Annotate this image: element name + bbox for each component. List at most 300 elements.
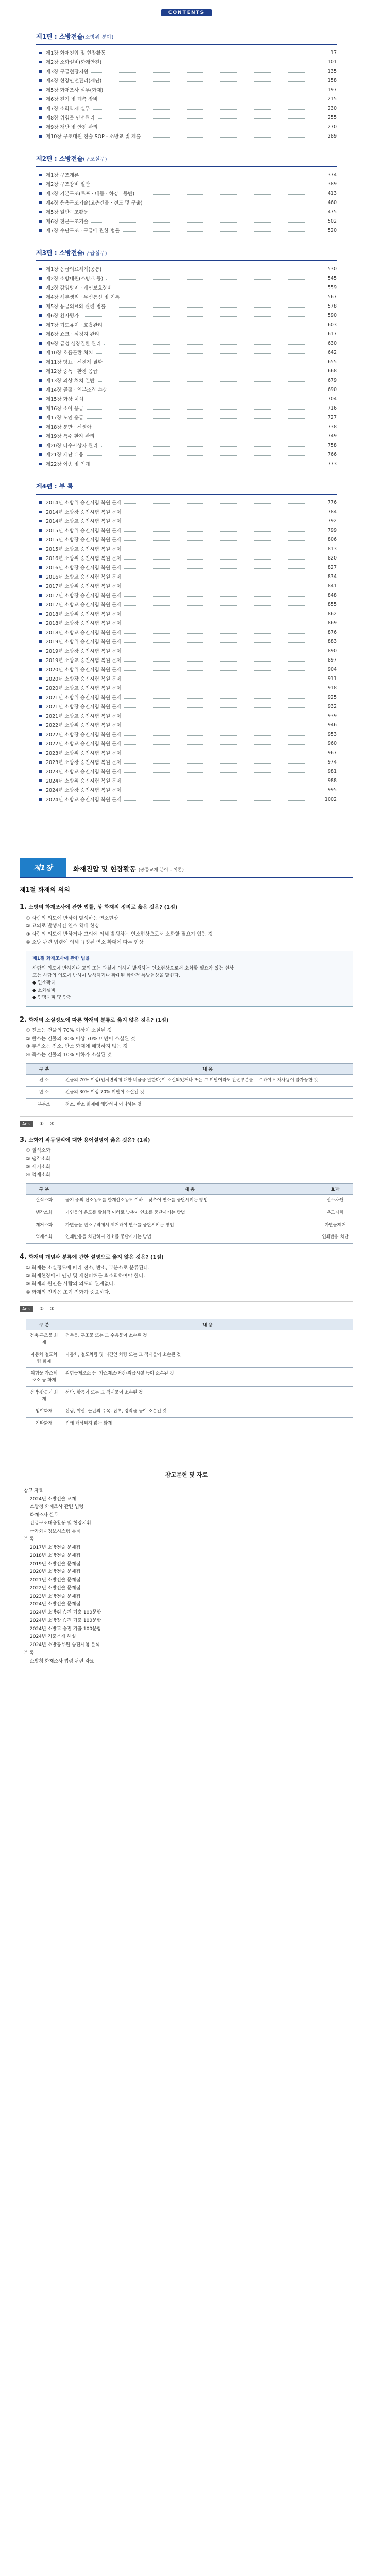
toc-entry-title: 2024년 소방위 승진시험 복원 문제	[46, 778, 122, 784]
toc-entry-page: 475	[327, 209, 337, 215]
toc-entry-title: 2018년 소방장 승진시험 복원 문제	[46, 621, 122, 626]
toc-entry-page: 502	[327, 218, 337, 224]
toc-entry-page: 578	[327, 303, 337, 309]
bullet-icon	[39, 174, 42, 176]
bullet-icon	[39, 677, 42, 680]
dot-leader	[87, 409, 317, 410]
toc-entry[interactable]	[36, 403, 337, 413]
table-row	[26, 1368, 353, 1387]
toc-entry-title: 2015년 소방교 승진시험 복원 문제	[46, 547, 122, 552]
bullet-icon	[39, 789, 42, 791]
reference-item: 국가화재정보시스템 통계	[30, 1529, 81, 1534]
bullet-icon	[39, 687, 42, 689]
toc-entry-page: 135	[327, 68, 337, 74]
bullet-icon	[39, 370, 42, 372]
toc-entry[interactable]	[36, 292, 337, 301]
explanation-line: ◆ 연소확대	[32, 980, 56, 986]
chapter-header	[20, 858, 353, 878]
table-cell: 자동차·철도차량 화재	[26, 1349, 62, 1368]
option: ④ 소방 관련 법령에 의해 규정된 연소 확대에 따른 현상	[26, 939, 144, 945]
toc-entry[interactable]	[36, 553, 337, 563]
bullet-icon	[39, 52, 42, 54]
reference-item: 부 록	[24, 1650, 35, 1656]
dot-leader	[124, 540, 317, 541]
toc-entry-page: 642	[327, 349, 337, 355]
toc-entry[interactable]	[36, 767, 337, 776]
bullet-icon	[39, 107, 42, 110]
toc-entry[interactable]	[36, 338, 337, 348]
bullet-icon	[39, 668, 42, 671]
toc-entry[interactable]	[36, 507, 337, 516]
bullet-icon	[39, 520, 42, 522]
bullet-icon	[39, 463, 42, 465]
bullet-icon	[39, 229, 42, 232]
bullet-icon	[39, 388, 42, 391]
toc-entry-page: 841	[327, 583, 337, 589]
bullet-icon	[39, 770, 42, 773]
dot-leader	[91, 72, 317, 73]
toc-entry[interactable]	[36, 637, 337, 646]
toc-entry-page: 918	[327, 685, 337, 691]
dot-leader	[124, 642, 317, 643]
reference-table-1	[26, 1063, 353, 1111]
table-row	[26, 1330, 353, 1349]
toc-entry-page: 197	[327, 87, 337, 93]
toc-part-title-text: 제3편 : 소방전술	[36, 249, 83, 257]
table-cell: 산소차단	[317, 1195, 353, 1207]
dot-leader	[144, 137, 317, 138]
table-cell: 억제소화	[26, 1231, 62, 1244]
toc-entry[interactable]	[36, 311, 337, 320]
toc-entry-title: 제12장 중독 · 환경 응급	[46, 369, 98, 375]
toc-entry-title: 2014년 소방장 승진시험 복원 문제	[46, 510, 122, 515]
toc-entry[interactable]	[36, 320, 337, 329]
table-cell: 전소, 반소 화재에 해당하지 아니하는 것	[62, 1099, 353, 1111]
toc-entry-page: 590	[327, 312, 337, 318]
reference-table-2	[26, 1183, 353, 1244]
toc-entry[interactable]	[36, 113, 337, 122]
toc-entry-title: 제13장 외상 처치 일반	[46, 378, 95, 384]
toc-entry-title: 제5장 일반구조활동	[46, 210, 89, 215]
toc-entry-title: 제7장 수난구조 · 구급에 관한 법률	[46, 228, 120, 234]
chapter-subtitle: (공통교재 분야 - 이론)	[138, 868, 184, 873]
reference-section	[0, 1455, 373, 1687]
toc-entry[interactable]	[36, 535, 337, 544]
toc-entry-title: 2015년 소방위 승진시험 복원 문제	[46, 528, 122, 534]
table-row	[26, 1231, 353, 1244]
bullet-icon	[39, 324, 42, 326]
reference-item: 2021년 소방전술 문제집	[30, 1578, 81, 1583]
toc-entry-page: 617	[327, 331, 337, 337]
bullet-icon	[39, 135, 42, 138]
dot-leader	[93, 109, 318, 110]
toc-entry[interactable]	[36, 385, 337, 394]
chapter-title	[66, 858, 191, 877]
toc-entry[interactable]	[36, 526, 337, 535]
toc-entry[interactable]	[36, 748, 337, 757]
bullet-icon	[39, 613, 42, 615]
toc-entry-title: 2016년 소방위 승진시험 복원 문제	[46, 556, 122, 562]
toc-entry[interactable]	[36, 394, 337, 403]
toc-entry-page: 862	[327, 611, 337, 617]
answer-3: ②	[39, 1306, 44, 1312]
chapter-title-text: 화재진압 및 현장활동	[73, 866, 137, 873]
table-cell: 부분소	[26, 1099, 62, 1111]
table-cell: 위에 해당되지 않는 화재	[62, 1418, 353, 1430]
toc-entry-page: 413	[327, 190, 337, 196]
toc-entry-page: 784	[327, 509, 337, 515]
dot-leader	[124, 772, 317, 773]
option: ② 냉각소화	[26, 1156, 51, 1162]
toc-entry-title: 2023년 소방교 승진시험 복원 문제	[46, 769, 122, 775]
bullet-icon	[39, 98, 42, 100]
bullet-icon	[39, 361, 42, 363]
table-header: 내 용	[62, 1184, 317, 1195]
reference-item: 2020년 소방전술 문제집	[30, 1569, 81, 1575]
table-cell: 가연물의 온도를 발화점 이하로 낮추어 연소를 중단시키는 방법	[62, 1207, 317, 1219]
question-2	[20, 1015, 353, 1025]
bullet-icon	[39, 435, 42, 437]
reference-item: 2019년 소방전술 문제집	[30, 1561, 81, 1567]
bullet-icon	[39, 752, 42, 754]
question-number: 2.	[20, 1015, 27, 1024]
toc-entry-page: 289	[327, 133, 337, 139]
dot-leader	[101, 446, 317, 447]
question-1	[20, 902, 353, 912]
bullet-icon	[39, 501, 42, 504]
toc-entry[interactable]	[36, 76, 337, 85]
toc-entry-title: 제1장 응급의료체계(공통)	[46, 267, 102, 273]
option: ③ 사람의 의도에 반하거나 고의에 의해 발생하는 연소현상으로서 소화할 필요가 있는 것	[26, 931, 213, 937]
toc-entry[interactable]	[36, 122, 337, 131]
table-cell: 건축·구조물 화재	[26, 1330, 62, 1349]
bullet-icon	[39, 305, 42, 308]
toc-entry[interactable]	[36, 711, 337, 720]
toc-entry[interactable]	[36, 422, 337, 431]
toc-entry[interactable]	[36, 440, 337, 450]
toc-entry-page: 953	[327, 731, 337, 737]
toc-entry[interactable]	[36, 618, 337, 628]
table-row	[26, 1386, 353, 1405]
toc-entry-title: 제10장 구조대원 전술 SOP - 소방교 및 제출	[46, 134, 141, 140]
toc-entry[interactable]	[36, 170, 337, 179]
toc-entry-page: 827	[327, 564, 337, 570]
toc-entry[interactable]	[36, 189, 337, 198]
question-text: 소방의 화재조사에 관한 법률, 상 화재의 정의로 옳은 것은? (1점)	[28, 905, 178, 910]
toc-entry[interactable]	[36, 48, 337, 57]
toc-entry-page: 655	[327, 359, 337, 365]
bullet-icon	[39, 705, 42, 708]
toc-entry[interactable]	[36, 179, 337, 189]
dot-leader	[123, 231, 317, 232]
toc-part-title	[36, 32, 337, 45]
toc-entry[interactable]	[36, 450, 337, 459]
explanation-line: 또는 사람의 의도에 반하여 발생하거나 확대된 화학적 폭발현상을 말한다.	[32, 973, 180, 978]
table-cell: 건물의 70% 이상(입체면적에 대한 비율을 말한다)이 소실되었거나 또는 그 미만이라도 잔존부분을 보수하여도 재사용이 불가능한 것	[62, 1074, 353, 1087]
explanation-line: 사람의 의도에 반하거나 고의 또는 과실에 의하여 발생하는 연소현상으로서 소화할 필요가 있는 현상	[32, 965, 234, 971]
contents-section	[0, 9, 373, 838]
bullet-icon	[39, 724, 42, 726]
toc-entry[interactable]	[36, 366, 337, 376]
bullet-icon	[39, 286, 42, 289]
toc-entry[interactable]	[36, 692, 337, 702]
dot-leader	[98, 381, 317, 382]
table-cell: 공기 중의 산소농도를 한계산소농도 이하로 낮추어 연소를 중단시키는 방법	[62, 1195, 317, 1207]
toc-entry-title: 제8장 위험물 안전관리	[46, 115, 95, 121]
toc-entry[interactable]	[36, 57, 337, 66]
toc-part-title-text: 제4편 : 부 록	[36, 483, 74, 490]
toc-entry-page: 389	[327, 181, 337, 187]
toc-entry-page: 603	[327, 321, 337, 328]
toc-entry-title: 제16장 소아 응급	[46, 406, 84, 412]
toc-entry-page: 897	[327, 657, 337, 663]
toc-entry-title: 제14장 골절 · 연부조직 손상	[46, 387, 107, 393]
toc-entry[interactable]	[36, 544, 337, 553]
option: ① 질식소화	[26, 1148, 51, 1154]
toc-entry[interactable]	[36, 572, 337, 581]
toc-entry[interactable]	[36, 609, 337, 618]
toc-entry-title: 2024년 소방장 승진시험 복원 문제	[46, 788, 122, 793]
toc-entry[interactable]	[36, 628, 337, 637]
toc-entry-title: 제2장 소화설비(화재안전)	[46, 60, 102, 65]
toc-entry[interactable]	[36, 131, 337, 141]
toc-entry-page: 876	[327, 629, 337, 635]
toc-entry[interactable]	[36, 329, 337, 338]
toc-entry-title: 2022년 소방교 승진시험 복원 문제	[46, 741, 122, 747]
table-row	[26, 1219, 353, 1231]
toc-entry-page: 848	[327, 592, 337, 598]
toc-entry-title: 2019년 소방장 승진시험 복원 문제	[46, 649, 122, 654]
bullet-icon	[39, 61, 42, 63]
toc-entry[interactable]	[36, 459, 337, 468]
toc-entry-page: 255	[327, 114, 337, 121]
toc-entry[interactable]	[36, 94, 337, 104]
toc-entry-title: 2014년 소방교 승진시험 복원 문제	[46, 519, 122, 524]
option: ② 반소는 건물의 30% 이상 70% 미만이 소실된 것	[26, 1036, 135, 1042]
bullet-icon	[39, 603, 42, 606]
toc-entry-title: 제21장 재난 대응	[46, 452, 84, 458]
toc-entry-page: 567	[327, 294, 337, 300]
dot-leader	[124, 531, 317, 532]
toc-part	[36, 154, 337, 235]
toc-entry[interactable]	[36, 198, 337, 207]
bullet-icon	[39, 585, 42, 587]
table-header: 내 용	[62, 1063, 353, 1074]
bullet-icon	[39, 277, 42, 280]
toc-entry[interactable]	[36, 357, 337, 366]
option: ③ 화재의 원인은 사람의 의도와 관계없다.	[26, 1281, 115, 1287]
reference-item: 2024년 기출문제 해설	[30, 1634, 76, 1640]
option: ① 사람의 의도에 반하여 발생하는 연소현상	[26, 915, 118, 921]
toc-entry[interactable]	[36, 794, 337, 804]
reference-item: 2018년 소방전술 문제집	[30, 1553, 81, 1558]
question-4	[20, 1252, 353, 1262]
question-text: 소화기 작동원리에 대한 용어설명이 옳은 것은? (1점)	[28, 1137, 150, 1143]
toc-entry[interactable]	[36, 590, 337, 600]
toc-entry-title: 2015년 소방장 승진시험 복원 문제	[46, 537, 122, 543]
bullet-icon	[39, 650, 42, 652]
bullet-icon	[39, 779, 42, 782]
toc-entry[interactable]	[36, 498, 337, 507]
question-text: 화재의 개념과 분류에 관한 설명으로 옳지 않은 것은? (1점)	[28, 1255, 164, 1261]
toc-entry[interactable]	[36, 348, 337, 357]
toc-entry[interactable]	[36, 216, 337, 226]
reference-item: 화재조사 실무	[30, 1513, 59, 1518]
toc-entry[interactable]	[36, 207, 337, 216]
toc-entry[interactable]	[36, 431, 337, 440]
toc-entry-page: 883	[327, 638, 337, 645]
chapter-badge: 제1장	[20, 858, 66, 877]
table-row	[26, 1099, 353, 1111]
toc-entry[interactable]	[36, 264, 337, 274]
table-row	[26, 1207, 353, 1219]
toc-entry-title: 2020년 소방교 승진시험 복원 문제	[46, 686, 122, 691]
toc-entry-page: 668	[327, 368, 337, 374]
option: ③ 부분소는 전소, 반소 화재에 해당하지 않는 것	[26, 1044, 128, 1050]
toc-entry-page: 799	[327, 527, 337, 533]
reference-item: 2017년 소방전술 문제집	[30, 1545, 81, 1551]
toc-entry[interactable]	[36, 785, 337, 794]
bullet-icon	[39, 314, 42, 317]
toc-entry[interactable]	[36, 376, 337, 385]
toc-entry[interactable]	[36, 702, 337, 711]
toc-entry[interactable]	[36, 283, 337, 292]
bullet-icon	[39, 79, 42, 82]
toc-entry[interactable]	[36, 720, 337, 730]
toc-entry-title: 제18장 분만 · 신생아	[46, 425, 92, 430]
table-cell: 위험물제조소 등, 가스제조·저장·취급시설 등이 소손된 것	[62, 1368, 353, 1387]
toc-entry[interactable]	[36, 600, 337, 609]
dot-leader	[124, 698, 317, 699]
toc-entry-title: 2016년 소방교 승진시험 복원 문제	[46, 574, 122, 580]
toc-entry-page: 792	[327, 518, 337, 524]
reference-title: 참고문헌 및 자료	[21, 1470, 352, 1482]
toc-entry-title: 제10장 호흡곤란 처치	[46, 350, 93, 356]
toc-entry[interactable]	[36, 301, 337, 311]
toc-entry-title: 제6장 환자평가	[46, 313, 79, 319]
toc-entry[interactable]	[36, 581, 337, 590]
explanation-title: 제1절 화재조사에 관한 법률	[32, 956, 90, 962]
toc-entry-title: 제2장 구조장비 일반	[46, 182, 90, 188]
toc-entry-title: 제6장 전문구조기술	[46, 219, 89, 225]
table-cell: 자동차, 철도차량 및 피견인 차량 또는 그 적재물이 소손된 것	[62, 1349, 353, 1368]
reference-item: 2024년 소방장 승진 기출 100문항	[30, 1618, 101, 1623]
toc-entry-title: 제4장 해부생리 · 무선통신 및 기록	[46, 295, 120, 300]
bullet-icon	[39, 631, 42, 634]
explanation-box	[26, 951, 353, 1006]
dot-leader	[124, 744, 317, 745]
dot-leader	[124, 559, 317, 560]
dot-leader	[124, 707, 317, 708]
toc-part-subtitle: (구조실무)	[83, 157, 107, 162]
toc-entry-title: 2018년 소방위 승진시험 복원 문제	[46, 612, 122, 617]
toc-entry-title: 2019년 소방위 승진시험 복원 문제	[46, 639, 122, 645]
option: ② 고의로 발생시킨 연소 확대 현상	[26, 923, 99, 929]
table-cell: 연쇄반응 차단	[317, 1231, 353, 1244]
option: ④ 화재의 진압은 초기 진화가 중요하다.	[26, 1289, 111, 1295]
toc-entry[interactable]	[36, 413, 337, 422]
bullet-icon	[39, 426, 42, 428]
toc-entry-page: 776	[327, 499, 337, 505]
toc-entry-page: 773	[327, 461, 337, 467]
toc-entry-page: 939	[327, 713, 337, 719]
toc-entry[interactable]	[36, 674, 337, 683]
toc-part-title	[36, 154, 337, 167]
toc-entry[interactable]	[36, 683, 337, 692]
toc-entry[interactable]	[36, 646, 337, 655]
reference-item: 소방청 화재조사 관련 법령	[30, 1504, 84, 1510]
bullet-icon	[39, 333, 42, 335]
explanation-line: ◆ 인명대피 및 안전	[32, 995, 72, 1001]
reference-item: 부 록	[24, 1537, 35, 1543]
toc-entry[interactable]	[36, 655, 337, 665]
toc-entry[interactable]	[36, 85, 337, 94]
dot-leader	[106, 279, 317, 280]
bullet-icon	[39, 407, 42, 410]
toc-entry-title: 2022년 소방장 승진시험 복원 문제	[46, 732, 122, 738]
bullet-icon	[39, 566, 42, 569]
toc-entry-page: 1002	[324, 796, 337, 802]
toc-entry[interactable]	[36, 730, 337, 739]
bullet-icon	[39, 696, 42, 699]
table-row	[26, 1418, 353, 1430]
toc-entry[interactable]	[36, 66, 337, 76]
toc-entry[interactable]	[36, 665, 337, 674]
toc-entry-page: 749	[327, 433, 337, 439]
bullet-icon	[39, 511, 42, 513]
toc-entry[interactable]	[36, 274, 337, 283]
bullet-icon	[39, 201, 42, 204]
toc-entry-page: 974	[327, 759, 337, 765]
toc-entry[interactable]	[36, 757, 337, 767]
toc-entry-page: 716	[327, 405, 337, 411]
toc-entry-title: 2021년 소방교 승진시험 복원 문제	[46, 714, 122, 719]
toc-entry[interactable]	[36, 226, 337, 235]
bullet-icon	[39, 296, 42, 298]
table-cell: 임야화재	[26, 1405, 62, 1418]
toc-entry-page: 890	[327, 648, 337, 654]
toc-entry[interactable]	[36, 563, 337, 572]
reference-list	[21, 1487, 352, 1666]
bullet-icon	[39, 416, 42, 419]
toc-entry[interactable]	[36, 739, 337, 748]
reference-item: 참고 자료	[24, 1488, 43, 1494]
toc-entry-title: 제7장 기도유지 · 호흡관리	[46, 323, 103, 328]
toc-entry-title: 제20장 다수사상자 관리	[46, 443, 98, 449]
toc-entry[interactable]	[36, 104, 337, 113]
toc-entry-title: 제9장 급성 심장질환 관리	[46, 341, 101, 347]
toc-entry-title: 제7장 소화약제 실무	[46, 106, 90, 112]
option: ② 화재현장에서 인명 및 재산피해를 최소화하여야 한다.	[26, 1273, 145, 1279]
table-cell: 전 소	[26, 1074, 62, 1087]
table-cell: 반 소	[26, 1087, 62, 1099]
answer-4: ③	[49, 1306, 55, 1312]
contents-banner	[36, 9, 337, 16]
table-cell: 가연물을 연소구역에서 제거하여 연소를 중단시키는 방법	[62, 1219, 317, 1231]
toc-part-subtitle: (구급실무)	[83, 251, 107, 257]
bullet-icon	[39, 742, 42, 745]
dot-leader	[91, 222, 317, 223]
dot-leader	[124, 596, 317, 597]
toc-entry[interactable]	[36, 516, 337, 526]
table-row	[26, 1087, 353, 1099]
bullet-icon	[39, 548, 42, 550]
toc-parts	[36, 32, 337, 804]
table-cell: 질식소화	[26, 1195, 62, 1207]
dot-leader	[87, 455, 317, 456]
toc-entry[interactable]	[36, 776, 337, 785]
bullet-icon	[39, 761, 42, 764]
